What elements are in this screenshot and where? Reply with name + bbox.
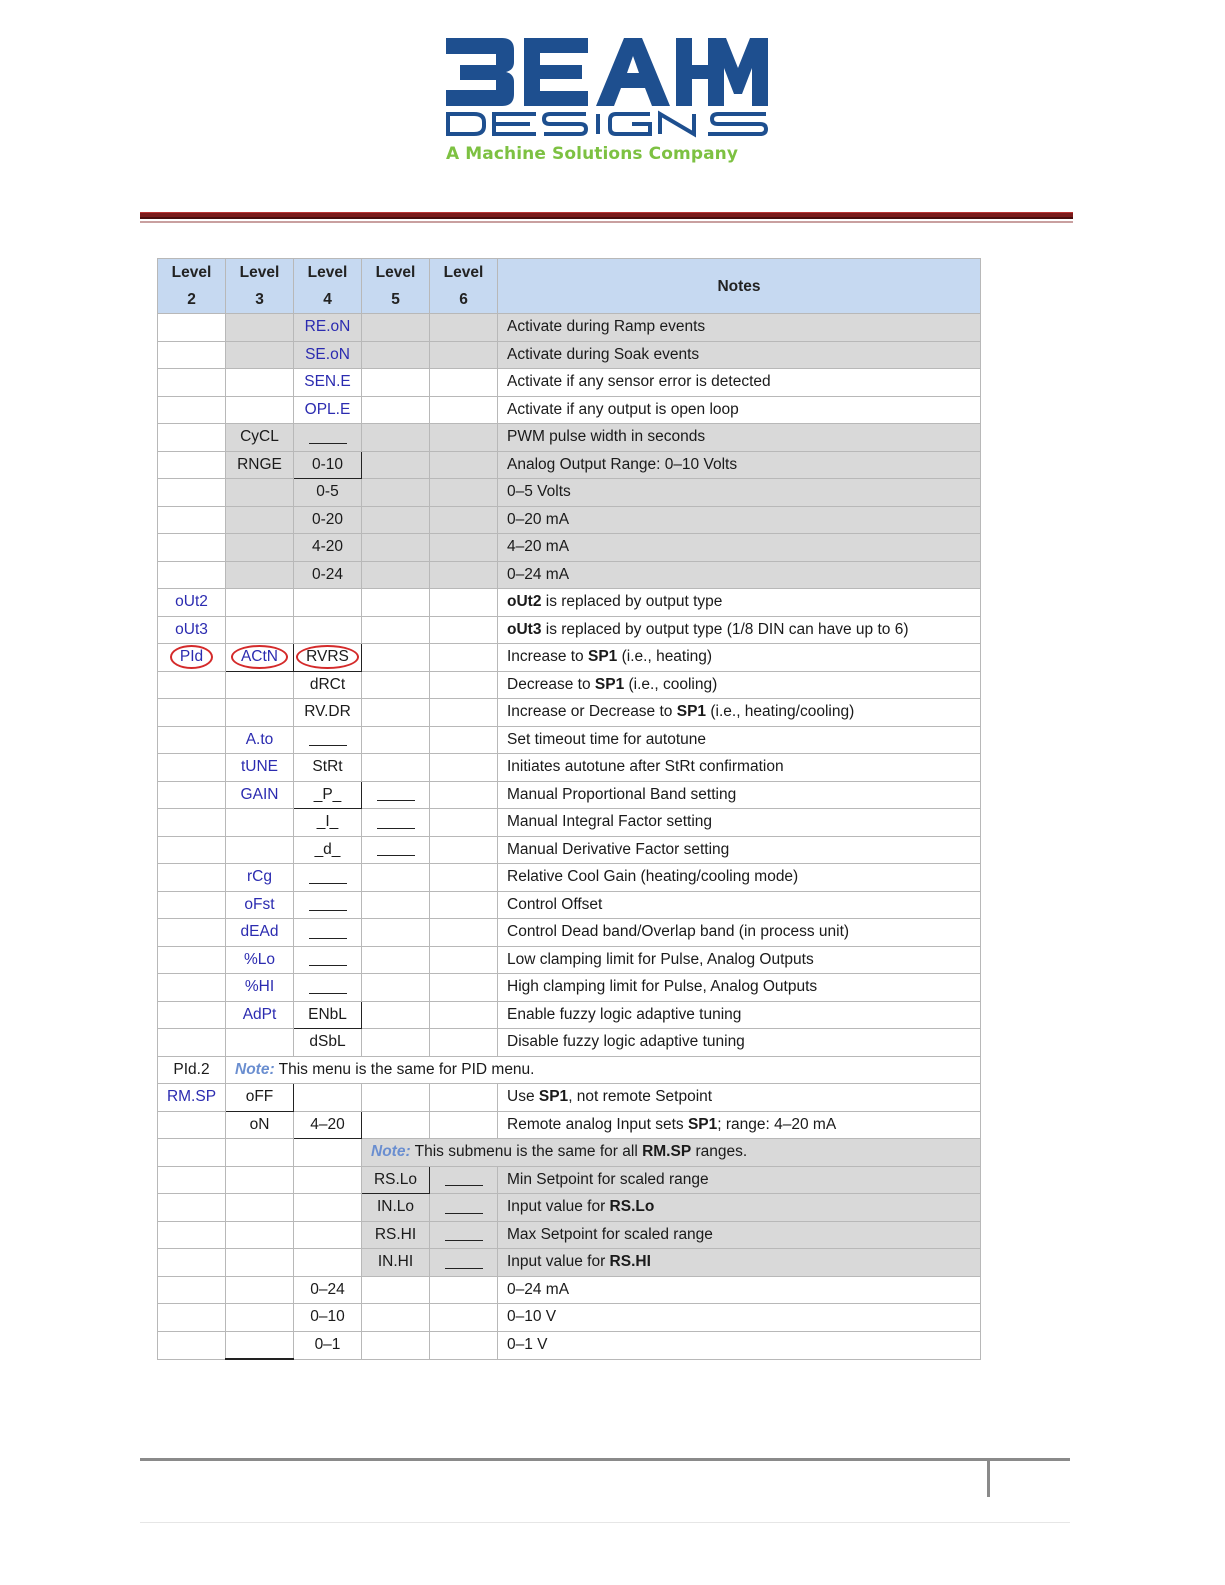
header-level-6: Level 6 — [430, 259, 498, 314]
cell-l4-default: 4–20 — [294, 1111, 362, 1139]
value-blank — [377, 788, 415, 801]
cell-l3: AdPt — [226, 1001, 294, 1029]
cell-note: Decrease to SP1 (i.e., cooling) — [498, 671, 981, 699]
table-row — [158, 864, 981, 892]
cell-note-span: Note: This submenu is the same for all RM.SP ranges. — [362, 1139, 981, 1167]
cell-note: 0–1 V — [498, 1331, 981, 1359]
table-row — [158, 616, 981, 644]
table-row — [158, 699, 981, 727]
value-blank — [445, 1256, 483, 1269]
cell-l4: RV.DR — [294, 699, 362, 727]
cell-note: High clamping limit for Pulse, Analog Outputs — [498, 974, 981, 1002]
cell-l3: dEAd — [226, 919, 294, 947]
table-row — [158, 644, 981, 672]
value-blank — [445, 1173, 483, 1186]
value-blank — [377, 816, 415, 829]
table-row — [158, 1304, 981, 1332]
cell-l4: 0–24 — [294, 1276, 362, 1304]
cell-l4: RE.oN — [294, 314, 362, 342]
cell-l3 — [226, 644, 294, 672]
cell-l3: oFst — [226, 891, 294, 919]
cell-l2: oUt3 — [158, 616, 226, 644]
table-row — [158, 561, 981, 589]
cell-note: Low clamping limit for Pulse, Analog Outputs — [498, 946, 981, 974]
cell-note: 0–24 mA — [498, 561, 981, 589]
value-blank — [309, 953, 347, 966]
cell-l2: PId.2 — [158, 1056, 226, 1084]
table-row — [158, 1276, 981, 1304]
header-notes: Notes — [498, 259, 981, 314]
cell-l5: IN.HI — [362, 1249, 430, 1277]
beahm-designs-logo-mark — [446, 38, 768, 138]
table-row — [158, 424, 981, 452]
cell-note: Max Setpoint for scaled range — [498, 1221, 981, 1249]
cell-l3: RNGE — [226, 451, 294, 479]
cell-note: Activate during Soak events — [498, 341, 981, 369]
cell-note: Remote analog Input sets SP1; range: 4–20 mA — [498, 1111, 981, 1139]
cell-note: Min Setpoint for scaled range — [498, 1166, 981, 1194]
value-blank — [445, 1201, 483, 1214]
cell-note-span: Note: This menu is the same for PID menu. — [226, 1056, 981, 1084]
table-row — [158, 314, 981, 342]
cell-note: Enable fuzzy logic adaptive tuning — [498, 1001, 981, 1029]
table-row — [158, 451, 981, 479]
table-row — [158, 1331, 981, 1359]
cell-note: 0–10 V — [498, 1304, 981, 1332]
cell-note: 0–20 mA — [498, 506, 981, 534]
header-level-5: Level 5 — [362, 259, 430, 314]
table-row — [158, 1139, 981, 1167]
cell-note: Relative Cool Gain (heating/cooling mode) — [498, 864, 981, 892]
circled-item: RVRS — [296, 645, 359, 669]
table-row — [158, 1221, 981, 1249]
cell-l4: dSbL — [294, 1029, 362, 1057]
value-blank — [309, 733, 347, 746]
cell-l2: RM.SP — [158, 1084, 226, 1112]
footer-bottom-rule — [140, 1522, 1070, 1523]
cell-note: Set timeout time for autotune — [498, 726, 981, 754]
cell-l3: %HI — [226, 974, 294, 1002]
cell-note: Analog Output Range: 0–10 Volts — [498, 451, 981, 479]
value-blank — [309, 981, 347, 994]
cell-note: oUt3 is replaced by output type (1/8 DIN can have up to 6) — [498, 616, 981, 644]
table-row — [158, 836, 981, 864]
cell-note: Activate if any output is open loop — [498, 396, 981, 424]
cell-l3: oN — [226, 1111, 294, 1139]
table-row — [158, 341, 981, 369]
cell-l3: %Lo — [226, 946, 294, 974]
cell-l4: SE.oN — [294, 341, 362, 369]
cell-note: Activate during Ramp events — [498, 314, 981, 342]
cell-l4: _d_ — [294, 836, 362, 864]
header-level-3: Level 3 — [226, 259, 294, 314]
cell-l4: 4-20 — [294, 534, 362, 562]
table-row — [158, 974, 981, 1002]
cell-l4-default: 0-10 — [294, 451, 362, 479]
cell-note: oUt2 is replaced by output type — [498, 589, 981, 617]
cell-note: Initiates autotune after StRt confirmation — [498, 754, 981, 782]
value-blank — [309, 871, 347, 884]
table-row — [158, 946, 981, 974]
cell-note: Input value for RS.HI — [498, 1249, 981, 1277]
table-row — [158, 589, 981, 617]
table-row — [158, 1084, 981, 1112]
cell-note: 4–20 mA — [498, 534, 981, 562]
cell-l4-default: _P_ — [294, 781, 362, 809]
cell-l3: CyCL — [226, 424, 294, 452]
cell-l2: oUt2 — [158, 589, 226, 617]
cell-l4: 0–10 — [294, 1304, 362, 1332]
company-logo — [446, 38, 768, 168]
cell-l5: IN.Lo — [362, 1194, 430, 1222]
table-row — [158, 671, 981, 699]
table-row — [158, 1029, 981, 1057]
table-row — [158, 1056, 981, 1084]
table-row — [158, 534, 981, 562]
value-blank — [377, 843, 415, 856]
value-blank — [445, 1228, 483, 1241]
logo-tagline: A Machine Solutions Company — [446, 144, 739, 164]
header-level-4: Level 4 — [294, 259, 362, 314]
cell-note: Manual Derivative Factor setting — [498, 836, 981, 864]
cell-l4: dRCt — [294, 671, 362, 699]
cell-note: Increase to SP1 (i.e., heating) — [498, 644, 981, 672]
table-row — [158, 1166, 981, 1194]
cell-l3: tUNE — [226, 754, 294, 782]
circled-item: PId — [170, 645, 213, 669]
menu-structure-table — [157, 258, 981, 1360]
table-row — [158, 369, 981, 397]
cell-l5-default: RS.Lo — [362, 1166, 430, 1194]
table-row — [158, 809, 981, 837]
table-row — [158, 479, 981, 507]
cell-l4: StRt — [294, 754, 362, 782]
cell-l4: 0–1 — [294, 1331, 362, 1359]
footer-rule — [140, 1458, 1070, 1461]
header-level-2: Level 2 — [158, 259, 226, 314]
value-blank — [309, 926, 347, 939]
table-row — [158, 1194, 981, 1222]
cell-l4: 0-5 — [294, 479, 362, 507]
table-row — [158, 1111, 981, 1139]
cell-note: Increase or Decrease to SP1 (i.e., heating/cooling) — [498, 699, 981, 727]
cell-l4: OPL.E — [294, 396, 362, 424]
table-row — [158, 1001, 981, 1029]
table-row — [158, 754, 981, 782]
table-row — [158, 396, 981, 424]
table-row — [158, 506, 981, 534]
cell-note: 0–5 Volts — [498, 479, 981, 507]
cell-note: 0–24 mA — [498, 1276, 981, 1304]
table-row — [158, 919, 981, 947]
cell-note: Manual Integral Factor setting — [498, 809, 981, 837]
cell-l3: A.to — [226, 726, 294, 754]
cell-note: Activate if any sensor error is detected — [498, 369, 981, 397]
cell-l4-default — [294, 644, 362, 672]
header-rule-shadow — [140, 221, 1073, 223]
cell-l2 — [158, 644, 226, 672]
table-row — [158, 726, 981, 754]
cell-l4-default: ENbL — [294, 1001, 362, 1029]
cell-l4: SEN.E — [294, 369, 362, 397]
cell-l3: GAIN — [226, 781, 294, 809]
footer-page-number-divider — [987, 1458, 990, 1497]
cell-note: Manual Proportional Band setting — [498, 781, 981, 809]
table-row — [158, 781, 981, 809]
cell-l4: 0-20 — [294, 506, 362, 534]
cell-note: Control Offset — [498, 891, 981, 919]
cell-l3: rCg — [226, 864, 294, 892]
cell-note: PWM pulse width in seconds — [498, 424, 981, 452]
table-row — [158, 1249, 981, 1277]
cell-l4: _I_ — [294, 809, 362, 837]
table-header-row — [158, 259, 981, 314]
value-blank — [309, 898, 347, 911]
circled-item: ACtN — [231, 645, 288, 669]
header-rule — [140, 212, 1073, 219]
cell-l4: 0-24 — [294, 561, 362, 589]
cell-note: Disable fuzzy logic adaptive tuning — [498, 1029, 981, 1057]
cell-l5: RS.HI — [362, 1221, 430, 1249]
cell-l3-default: oFF — [226, 1084, 294, 1112]
cell-note: Use SP1, not remote Setpoint — [498, 1084, 981, 1112]
table-row — [158, 891, 981, 919]
value-blank — [309, 431, 347, 444]
cell-note: Input value for RS.Lo — [498, 1194, 981, 1222]
cell-note: Control Dead band/Overlap band (in process unit) — [498, 919, 981, 947]
